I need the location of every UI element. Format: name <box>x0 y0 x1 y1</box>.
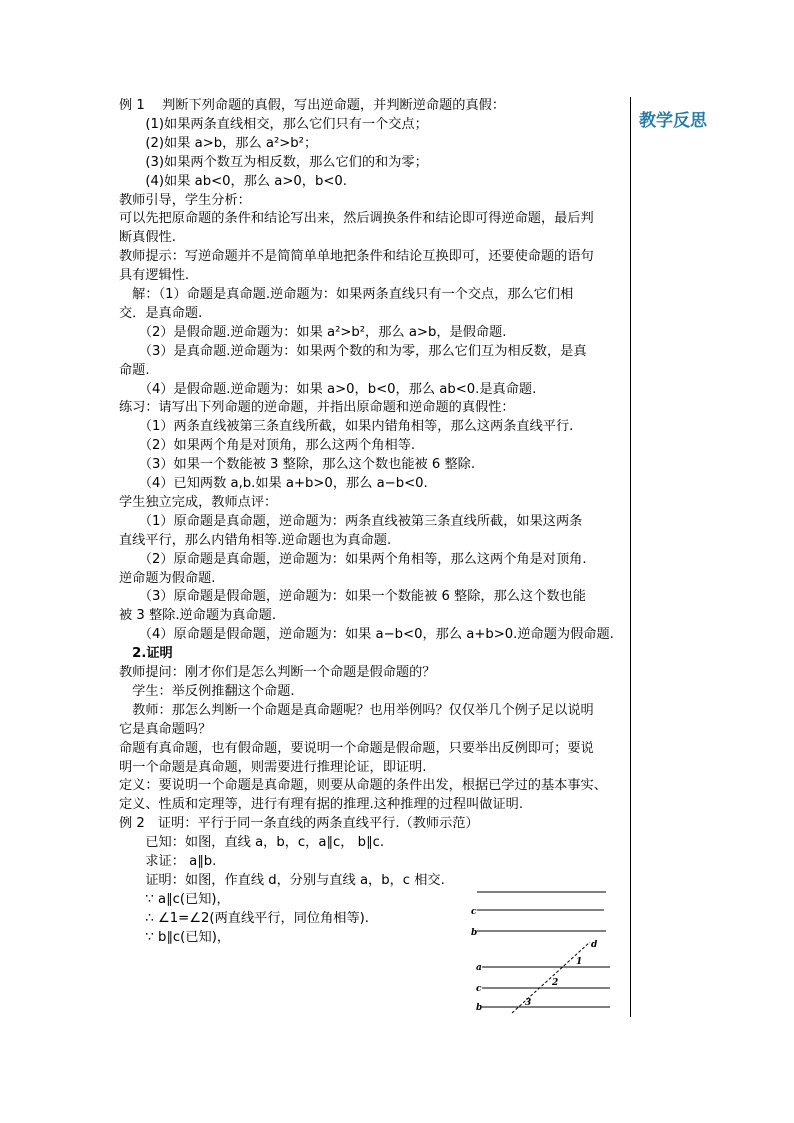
label-c: c <box>471 907 477 917</box>
text-line: (1)如果两条直线相交，那么它们只有一个交点； <box>119 116 428 132</box>
text-line: （2）如果两个角是对顶角，那么这两个角相等. <box>119 438 416 454</box>
angle-1: 1 <box>576 957 583 967</box>
text-line: （4）原命题是假命题，逆命题为：如果 a−b<0，那么 a+b>0.逆命题为假命题. <box>119 627 614 643</box>
text-line: （2）原命题是真命题，逆命题为：如果两个角相等，那么这两个角是对顶角. <box>119 551 587 567</box>
text-line: （1）原命题是真命题，逆命题为：两条直线被第三条直线所截，如果这两条 <box>119 513 583 529</box>
label-d: d <box>591 940 598 950</box>
figure-parallel-lines <box>468 885 613 940</box>
text-line: ∵ a∥c(已知)， <box>119 891 230 907</box>
text-line: 例 1 判断下列命题的真假，写出逆命题，并判断逆命题的真假： <box>119 98 506 113</box>
label-a: a <box>476 963 482 973</box>
text-line: 直线平行，那么内错角相等.逆命题也为真命题. <box>119 532 392 548</box>
text-line: (4)如果 ab<0，那么 a>0，b<0. <box>119 173 347 189</box>
text-line: 教师提示：写逆命题并不是简简单单地把条件和结论互换即可，还要使命题的语句 <box>119 249 594 265</box>
text-line: 练习：请写出下列命题的逆命题，并指出原命题和逆命题的真假性： <box>119 400 515 416</box>
text-line: ∴ ∠1=∠2(两直线平行，同位角相等). <box>119 910 369 926</box>
text-line: 2.证明 <box>119 646 173 662</box>
text-line: 逆命题为假命题. <box>119 570 216 586</box>
label-b: b <box>471 928 478 938</box>
text-line: 它是真命题吗？ <box>119 721 212 737</box>
text-line: 学生独立完成，教师点评： <box>119 494 278 510</box>
teaching-reflection-title: 教学反思 <box>639 111 707 131</box>
text-line: 具有逻辑性. <box>119 268 190 284</box>
column-divider <box>630 97 631 1017</box>
text-line: 命题有真命题，也有假命题，要说明一个命题是假命题，只要举出反例即可；要说 <box>119 740 594 756</box>
text-line: 证明：如图，作直线 d，分别与直线 a，b，c 相交. <box>119 872 445 888</box>
text-line: (3)如果两个数互为相反数，那么它们的和为零； <box>119 154 428 170</box>
text-line: （4）已知两数 a,b.如果 a+b>0，那么 a−b<0. <box>119 476 428 491</box>
text-line: （1）两条直线被第三条直线所截，如果内错角相等，那么这两条直线平行. <box>119 419 574 435</box>
label-b: b <box>476 1003 483 1013</box>
text-line: 断真假性. <box>119 230 176 246</box>
text-line: 定义：要说明一个命题是真命题，则要从命题的条件出发，根据已学过的基本事实、 <box>119 778 607 794</box>
angle-2: 2 <box>552 978 559 988</box>
text-line: 交．是真命题. <box>119 305 203 321</box>
text-line: （3）原命题是假命题，逆命题为：如果一个数能被 6 整除，那么这个数也能 <box>119 589 586 605</box>
text-line: 教师：那怎么判断一个命题是真命题呢？也用举例吗？仅仅举几个例子足以说明 <box>119 702 594 718</box>
text-line: 命题. <box>119 362 150 378</box>
text-line: 定义、性质和定理等，进行有理有据的推理.这种推理的过程叫做证明. <box>119 797 524 813</box>
text-line: 教师提问：刚才你们是怎么判断一个命题是假命题的？ <box>119 665 436 680</box>
text-line: 学生：举反例推翻这个命题. <box>119 683 295 699</box>
text-line: 教师引导，学生分析： <box>119 192 251 208</box>
text-line: 解：（1）命题是真命题.逆命题为：如果两条直线只有一个交点，那么它们相 <box>119 287 574 302</box>
text-line: ∵ b∥c(已知)， <box>119 929 231 945</box>
text-line: 被 3 整除.逆命题为真命题. <box>119 608 277 624</box>
text-line: （2）是假命题.逆命题为：如果 a²>b²，那么 a>b，是假命题. <box>119 324 507 340</box>
text-line: 例 2 证明：平行于同一条直线的两条直线平行.（教师示范） <box>119 816 479 832</box>
text-line: 已知：如图，直线 a，b，c，a∥c， b∥c. <box>119 835 385 851</box>
figure-transversal <box>472 935 617 1015</box>
text-line: (2)如果 a>b，那么 a²>b²； <box>119 135 318 151</box>
text-line: （3）是真命题.逆命题为：如果两个数的和为零，那么它们互为相反数，是真 <box>119 343 587 359</box>
label-c: c <box>476 984 482 994</box>
text-line: 明一个命题是真命题，则需要进行推理论证，即证明. <box>119 759 427 775</box>
text-line: （4）是假命题.逆命题为：如果 a>0，b<0，那么 ab<0.是真命题. <box>119 381 537 397</box>
angle-3: 3 <box>525 998 532 1008</box>
text-line: 可以先把原命题的条件和结论写出来，然后调换条件和结论即可得逆命题，最后判 <box>119 211 594 227</box>
text-line: 求证： a∥b. <box>119 854 217 869</box>
transversal-d <box>512 942 590 1013</box>
text-line: （3）如果一个数能被 3 整除，那么这个数也能被 6 整除. <box>119 457 476 473</box>
